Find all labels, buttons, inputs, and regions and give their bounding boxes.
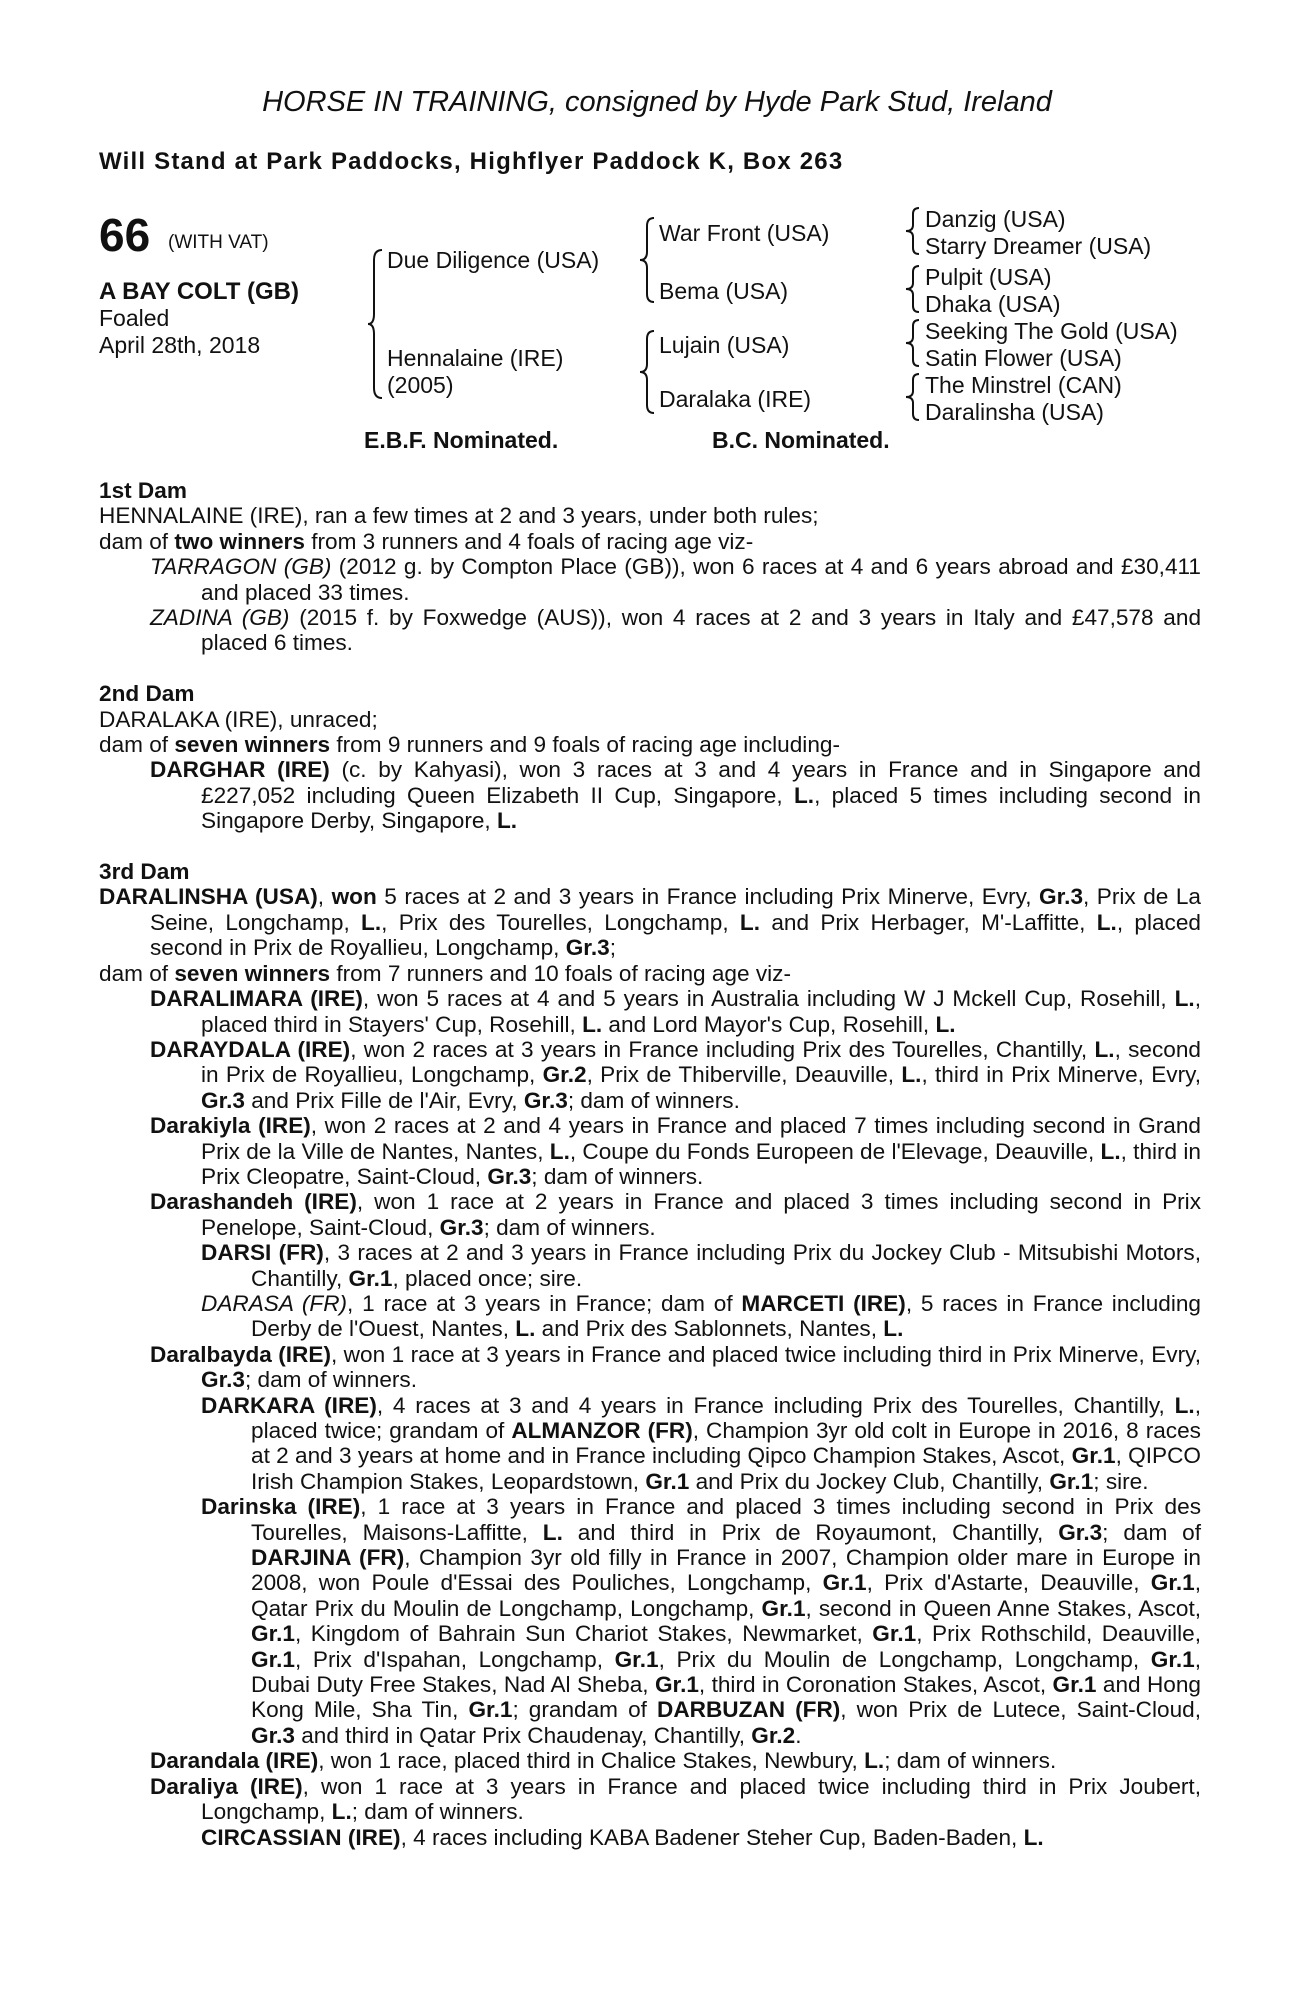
entry-text: 5 races at 2 and 3 years in France including Prix Minerve, Evry, [376,884,1040,910]
dam-year: (2005) [387,372,454,398]
entry-text: , 4 races at 3 and 4 years in France including Prix des Tourelles, Chantilly, [376,1392,1175,1418]
pedigree-entry [99,1393,1201,1495]
bold-text: Gr.1 [1049,1468,1094,1494]
entry-text: , [317,884,332,910]
bold-text: L. [1023,1824,1044,1850]
entry-text: and Prix Herbager, M'-Laffitte, [760,909,1097,935]
italic-text: ZADINA (GB) [150,605,290,631]
pedigree-entry [99,605,1201,656]
brace-icon [904,264,922,314]
entry-text: , won 1 race at 3 years in France and placed twice including third in Prix Minerve, Evry, [330,1341,1201,1367]
entry-text: from 3 runners and 4 foals of racing age viz- [304,528,754,554]
bold-text: Gr.1 [645,1468,690,1494]
dam-sire-name: Lujain (USA) [659,332,790,358]
bold-text: Gr.3 [201,1367,245,1393]
entry-text: , 1 race at 3 years in France and placed 3 times including second in Prix des Tourelles, Maisons-Laffitte, [251,1494,1201,1545]
bold-text: Gr.3 [439,1214,484,1240]
dam-section [99,681,1201,833]
entry-text: , Qatar Prix du Moulin de Longchamp, Longchamp, [251,1570,1201,1621]
bold-text: L. [582,1011,603,1037]
pedigree-entry [99,529,1201,554]
pedigree-entry [99,503,1201,528]
entry-text: , won 5 races at 4 and 5 years in Australia including W J Mckell Cup, Rosehill, [362,986,1175,1012]
entry-text: , second in Queen Anne Stakes, Ascot, [805,1595,1201,1621]
entry-text: DARALAKA (IRE), unraced; [99,706,378,732]
section-heading: 3rd Dam [99,859,190,885]
pedigree-entry [99,1748,1201,1773]
page-title: HORSE IN TRAINING, consigned by Hyde Park Stud, Ireland [262,86,1052,118]
entry-text: . [795,1722,802,1748]
bold-text: Gr.1 [468,1697,513,1723]
bold-text: seven winners [174,960,331,986]
entry-text: , placed 5 times including second in Singapore Derby, Singapore, [201,782,1201,834]
pedigree-entry [99,884,1201,960]
entry-text: , 1 race at 3 years in France; dam of [347,1290,742,1316]
entry-text: , placed second in Prix de Royallieu, Longchamp, [150,909,1201,961]
dam-section [99,478,1201,656]
pedigree-entry [99,1494,1201,1748]
bold-text: two winners [174,528,305,554]
dam-name: Hennalaine (IRE) [387,345,564,371]
pedigree-entry [99,1240,1201,1291]
entry-text: , third in Coronation Stakes, Ascot, [698,1672,1053,1698]
horse-description: A BAY COLT (GB) [99,278,300,305]
bold-text: Gr.3 [487,1163,532,1189]
bold-text: Gr.3 [201,1087,245,1113]
foaled-date: April 28th, 2018 [99,332,261,358]
pedigree-entry [99,986,1201,1037]
brace-icon [638,329,658,415]
gen3-name: Satin Flower (USA) [925,345,1122,371]
catalogue-body [99,478,1201,1875]
pedigree-entry [99,1113,1201,1189]
pedigree-entry [99,732,1201,757]
bold-text: Gr.3 [251,1722,295,1748]
entry-text: dam of [99,960,175,986]
bold-text: seven winners [174,732,331,758]
bold-text: L. [1100,1138,1121,1164]
bold-text: L. [549,1138,570,1164]
entry-text: and third in Prix de Royaumont, Chantilly, [562,1519,1059,1545]
entry-text: , Prix Rothschild, Deauville, [916,1621,1202,1647]
entry-text: ; dam of winners. [884,1748,1057,1774]
entry-text: , 4 races including KABA Badener Steher Cup, Baden-Baden, [400,1824,1024,1850]
bold-text: ALMANZOR (FR) [511,1418,693,1443]
entry-text: ; dam of winners. [567,1087,740,1113]
entry-text: , third in Prix Cleopatre, Saint-Cloud, [201,1138,1201,1189]
gen3-name: Pulpit (USA) [925,264,1052,290]
gen3-name: Seeking The Gold (USA) [925,318,1178,344]
bold-text: L. [542,1519,563,1545]
ebf-nominated: E.B.F. Nominated. [364,427,559,453]
bold-text: Gr.1 [872,1621,917,1647]
brace-icon [366,248,386,400]
sire-sire-name: War Front (USA) [659,220,830,246]
sire-dam-name: Bema (USA) [659,278,789,304]
entry-text: ; dam of winners. [244,1367,418,1393]
entry-text: and Prix des Sablonnets, Nantes, [535,1316,884,1342]
pedigree-entry [99,554,1201,605]
bold-text: Darashandeh (IRE) [150,1189,357,1215]
bold-text: Daralbayda (IRE) [150,1341,331,1367]
bold-text: DARAYDALA (IRE) [150,1036,351,1062]
entry-text: (c. by Kahyasi), won 3 races at 3 and 4 years in France and in Singapore and £227,052 including Queen Elizabeth II Cup, Singapore, [201,757,1201,808]
bold-text: Gr.1 [654,1672,699,1698]
bold-text: L. [361,909,382,935]
vat-note: (WITH VAT) [168,232,269,253]
italic-text: TARRAGON (GB) [150,554,332,580]
bold-text: L. [901,1062,922,1088]
bold-text: DARKARA (IRE) [201,1392,377,1418]
sire-name: Due Diligence (USA) [387,247,600,273]
entry-text: and Lord Mayor's Cup, Rosehill, [602,1011,936,1037]
entry-text: from 9 runners and 9 foals of racing age including- [330,732,840,758]
entry-text: and Hong Kong Mile, Sha Tin, [251,1672,1201,1723]
entry-text: HENNALAINE (IRE), ran a few times at 2 and 3 years, under both rules; [99,503,819,529]
bold-text: Gr.1 [614,1646,659,1672]
bold-text: Gr.1 [348,1265,393,1291]
entry-text: ; grandam of [512,1697,658,1723]
pedigree-entry [99,1037,1201,1113]
entry-text: , placed twice; grandam of [251,1392,1201,1443]
entry-text: , won 2 races at 2 and 4 years in France and placed 7 times including second in Grand Prix de la Ville de Nantes, Nantes, [201,1113,1201,1164]
bold-text: DARJINA (FR) [251,1545,405,1571]
entry-text: , Prix des Tourelles, Longchamp, [381,909,740,935]
bold-text: Gr.1 [1052,1672,1097,1698]
entry-text: , 5 races in France including Derby de l'Ouest, Nantes, [251,1290,1201,1342]
entry-text: , Kingdom of Bahrain Sun Chariot Stakes, Newmarket, [294,1621,873,1647]
bold-text: CIRCASSIAN (IRE) [201,1824,401,1850]
entry-text: and Prix du Jockey Club, Chantilly, [689,1468,1050,1494]
entry-text: , 3 races at 2 and 3 years in France including Prix du Jockey Club - Mitsubishi Motors, Chantilly, [251,1240,1201,1291]
entry-text: , Prix de La Seine, Longchamp, [150,884,1201,935]
entry-text: from 7 runners and 10 foals of racing age viz- [330,960,791,986]
entry-text: (2012 g. by Compton Place (GB)), won 6 races at 4 and 6 years abroad and £30,411 and placed 33 times. [201,554,1201,605]
entry-text: , won Prix de Lutece, Saint-Cloud, [840,1697,1201,1723]
entry-text: (2015 f. by Foxwedge (AUS)), won 4 races at 2 and 3 years in Italy and £47,578 and placed 6 times. [201,605,1202,656]
bold-text: Gr.2 [542,1062,587,1088]
pedigree-entry [99,707,1201,732]
entry-text: dam of [99,732,175,758]
bold-text: Gr.1 [761,1595,806,1621]
bold-text: L. [1174,1392,1195,1418]
gen3-name: Danzig (USA) [925,206,1066,232]
entry-text: , third in Prix Minerve, Evry, [921,1062,1201,1088]
entry-text: , won 2 races at 3 years in France including Prix des Tourelles, Chantilly, [350,1036,1095,1062]
entry-text: and third in Qatar Prix Chaudenay, Chantilly, [294,1722,752,1748]
pedigree-entry [99,1189,1201,1240]
pedigree-entry [99,1825,1201,1850]
bold-text: L. [1096,909,1117,935]
bold-text: L. [793,782,815,808]
bold-text: L. [935,1011,956,1037]
entry-text: , Prix d'Ispahan, Longchamp, [294,1646,615,1672]
bold-text: Gr.3 [1058,1519,1103,1545]
lot-number: 66 [99,209,151,261]
entry-text: ; [609,935,616,961]
bold-text: Darandala (IRE) [150,1748,319,1774]
section-heading: 2nd Dam [99,681,195,707]
bold-text: DARBUZAN (FR) [657,1697,841,1723]
bold-text: DARSI (FR) [201,1240,324,1266]
bold-text: Darinska (IRE) [201,1494,361,1520]
bold-text: Gr.1 [822,1570,867,1596]
pedigree-entry [99,961,1201,986]
bold-text: L. [1174,986,1195,1012]
brace-icon [904,206,922,256]
entry-text: , QIPCO Irish Champion Stakes, Leopardstown, [251,1443,1201,1494]
bold-text: DARGHAR (IRE) [150,757,330,783]
entry-text: , Prix de Thiberville, Deauville, [586,1062,902,1088]
gen3-name: Dhaka (USA) [925,291,1061,317]
bold-text: L. [497,808,518,834]
entry-text: ; dam of winners. [531,1163,704,1189]
entry-text: , won 1 race at 2 years in France and placed 3 times including second in Prix Penelope, Saint-Cloud, [201,1189,1201,1240]
bold-text: Gr.1 [1071,1443,1116,1469]
entry-text: ; dam of [1102,1519,1201,1545]
bold-text: Darakiyla (IRE) [150,1113,311,1139]
bold-text: L. [331,1799,352,1825]
bold-text: Daraliya (IRE) [150,1773,303,1799]
gen3-name: The Minstrel (CAN) [925,372,1122,398]
bold-text: Gr.1 [1150,1646,1195,1672]
bc-nominated: B.C. Nominated. [712,427,890,453]
brace-icon [638,216,658,304]
entry-text: dam of [99,528,175,554]
entry-text: , won 1 race, placed third in Chalice Stakes, Newbury, [318,1748,865,1774]
pedigree-entry [99,1342,1201,1393]
italic-text: DARASA (FR) [201,1290,348,1316]
bold-text: Gr.1 [251,1621,295,1647]
entry-text: , second in Prix de Royallieu, Longchamp, [201,1036,1201,1088]
section-heading: 1st Dam [99,478,187,503]
gen3-name: Daralinsha (USA) [925,399,1104,425]
bold-text: MARCETI (IRE) [741,1290,906,1316]
pedigree-entry [99,757,1201,833]
bold-text: Gr.1 [251,1646,295,1672]
entry-text: , placed once; sire. [392,1265,583,1291]
dam-section [99,859,1201,1850]
bold-text: L. [1094,1036,1115,1062]
bold-text: Gr.3 [523,1087,568,1113]
entry-text: , Champion 3yr old colt in Europe in 2016, 8 races at 2 and 3 years at home and in France including Qipco Champion Stakes, Ascot, [251,1418,1201,1469]
foaled-label: Foaled [99,305,170,331]
bold-text: DARALINSHA (USA) [99,884,318,910]
brace-icon [904,372,922,422]
dam-dam-name: Daralaka (IRE) [659,386,812,412]
entry-text: ; dam of winners. [351,1799,524,1825]
bold-text: Gr.3 [565,935,610,961]
bold-text: Gr.3 [1039,884,1084,910]
bold-text: Gr.1 [1150,1570,1195,1596]
bold-text: Gr.2 [751,1722,796,1748]
bold-text: DARALIMARA (IRE) [150,986,363,1012]
entry-text: ; dam of winners. [483,1214,656,1240]
pedigree-entry [99,1291,1201,1342]
entry-text: ; sire. [1093,1468,1149,1494]
location-subtitle: Will Stand at Park Paddocks, Highflyer Paddock K, Box 263 [99,148,844,175]
bold-text: L. [515,1316,536,1342]
entry-text: , Prix du Moulin de Longchamp, Longchamp, [658,1646,1151,1672]
entry-text: , Coupe du Fonds Europeen de l'Elevage, Deauville, [569,1138,1101,1164]
brace-icon [904,318,922,368]
entry-text: , Champion 3yr old filly in France in 2007, Champion older mare in Europe in 2008, won Poule d'Essai des Pouliches, Longchamp, [251,1545,1202,1596]
pedigree-entry [99,1774,1201,1825]
entry-text: and Prix Fille de l'Air, Evry, [244,1087,524,1113]
bold-text: L. [864,1748,885,1774]
bold-text: won [331,884,377,910]
bold-text: L. [883,1316,904,1342]
entry-text: , placed third in Stayers' Cup, Rosehill, [201,986,1201,1037]
entry-text: , Dubai Duty Free Stakes, Nad Al Sheba, [251,1646,1201,1698]
entry-text: , won 1 race at 3 years in France and placed twice including third in Prix Joubert, Longchamp, [201,1773,1201,1825]
bold-text: L. [739,909,761,935]
gen3-name: Starry Dreamer (USA) [925,233,1152,259]
entry-text: , Prix d'Astarte, Deauville, [866,1570,1151,1596]
